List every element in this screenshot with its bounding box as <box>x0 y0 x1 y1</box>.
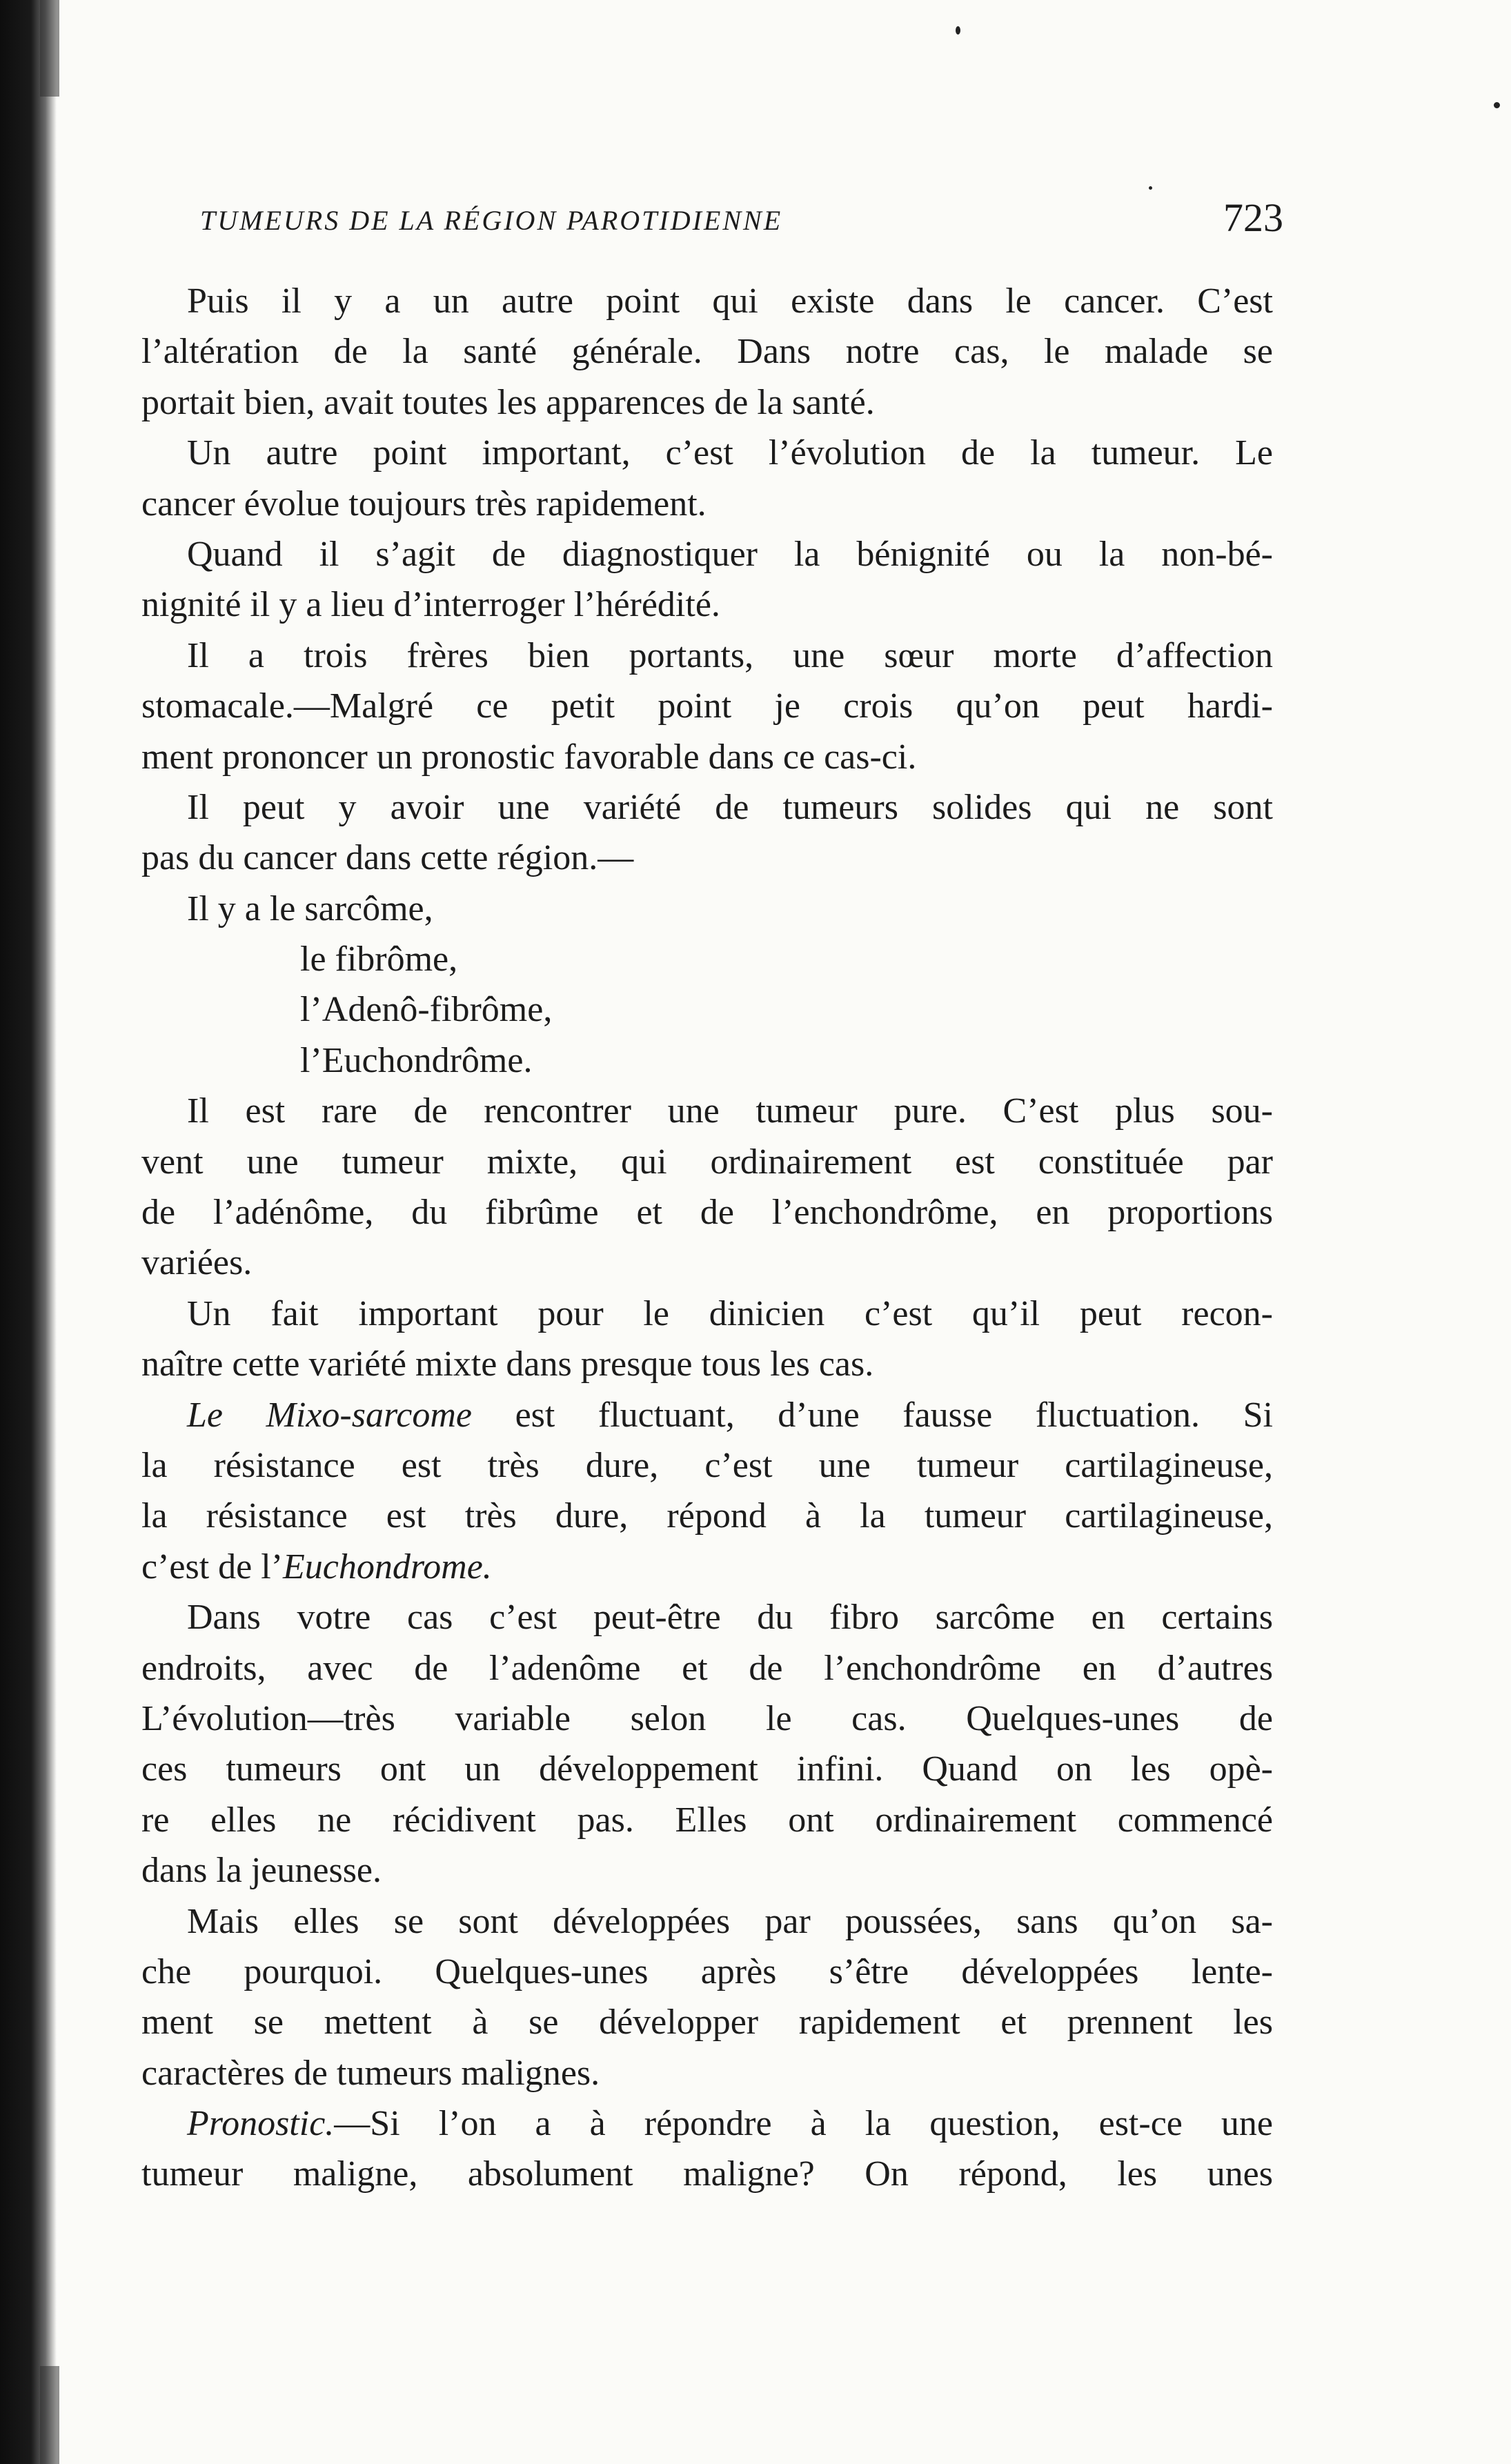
text-segment: Il a trois frères bien portants, une sœur morte d’affection <box>187 635 1273 675</box>
text-line <box>141 782 1273 833</box>
text-segment: Un fait important pour le dinicien c’est qu’il peut recon- <box>187 1293 1273 1333</box>
text-segment: dans la jeunesse. <box>141 1851 382 1891</box>
text-line <box>141 630 1273 681</box>
text-segment: Le Mixo-sarcome <box>187 1395 472 1435</box>
text-segment: ment prononcer un pronostic favorable dans ce cas-ci. <box>141 737 917 777</box>
text-segment: Quand il s’agit de diagnostiquer la bénignité ou la non-bé- <box>187 534 1273 574</box>
scan-speck <box>1149 186 1152 190</box>
text-segment: naître cette variété mixte dans presque tous les cas. <box>141 1344 874 1384</box>
text-line <box>141 1289 1273 1339</box>
text-line <box>141 1795 1273 1845</box>
text-line <box>141 1693 1273 1744</box>
text-line <box>141 1592 1273 1642</box>
text-segment: Un autre point important, c’est l’évolution de la tumeur. Le <box>187 433 1273 473</box>
text-line <box>141 377 1273 428</box>
text-segment: stomacale.—Malgré ce petit point je crois qu’on peut hardi- <box>141 686 1273 726</box>
text-segment: cancer évolue toujours très rapidement. <box>141 484 707 524</box>
text-segment: ces tumeurs ont un développement infini. Quand on les opè- <box>141 1749 1273 1789</box>
text-line <box>141 428 1273 478</box>
text-segment: endroits, avec de l’adenôme et de l’enchondrôme en d’autres <box>141 1648 1273 1688</box>
text-segment: est fluctuant, d’une fausse fluctuation. Si <box>472 1395 1274 1435</box>
text-line <box>141 1390 1273 1440</box>
text-segment: —Si l’on a à répondre à la question, est-ce une <box>334 2104 1273 2144</box>
text-segment: pas du cancer dans cette région.— <box>141 838 634 878</box>
text-line <box>141 2048 1273 2098</box>
text-line <box>141 2098 1273 2149</box>
text-line <box>141 1997 1273 2047</box>
text-segment: nignité il y a lieu d’interroger l’hérédité. <box>141 585 720 625</box>
text-segment: vent une tumeur mixte, qui ordinairement est constituée par <box>141 1142 1273 1182</box>
text-line <box>141 1643 1273 1693</box>
text-line <box>141 1086 1273 1136</box>
text-line <box>141 1491 1273 1541</box>
text-segment: portait bien, avait toutes les apparences de la santé. <box>141 382 875 422</box>
text-line <box>141 1440 1273 1491</box>
text-line <box>141 1187 1273 1238</box>
text-segment: variées. <box>141 1243 253 1283</box>
text-segment: la résistance est très dure, c’est une tumeur cartilagineuse, <box>141 1445 1273 1485</box>
text-segment: Dans votre cas c’est peut-être du fibro sarcôme en certains <box>187 1598 1273 1638</box>
scan-speck <box>1494 102 1500 108</box>
text-segment: Puis il y a un autre point qui existe dans le cancer. C’est <box>187 281 1273 321</box>
text-line <box>141 1339 1273 1389</box>
page-header <box>200 195 1283 250</box>
text-segment: de l’adénôme, du fibrûme et de l’enchondrôme, en proportions <box>141 1193 1273 1233</box>
text-line <box>141 1744 1273 1794</box>
text-line <box>141 1035 1273 1086</box>
text-line <box>141 1947 1273 1997</box>
text-segment: Mais elles se sont développées par poussées, sans qu’on sa- <box>187 1901 1273 1941</box>
text-line <box>141 1896 1273 1947</box>
text-segment: le fibrôme, <box>300 940 458 980</box>
text-segment: re elles ne récidivent pas. Elles ont ordinairement commencé <box>141 1800 1273 1840</box>
binding-shadow <box>40 0 59 97</box>
body-text <box>141 276 1273 2200</box>
binding-shadow <box>40 2366 59 2464</box>
text-line <box>141 984 1273 1035</box>
text-line <box>141 732 1273 782</box>
text-segment: L’évolution—très variable selon le cas. Quelques-unes de <box>141 1698 1273 1738</box>
page-number: 723 <box>1223 195 1283 240</box>
text-line <box>141 479 1273 529</box>
text-line <box>141 884 1273 934</box>
text-segment: l’altération de la santé générale. Dans notre cas, le malade se <box>141 332 1273 372</box>
text-segment: Pronostic. <box>187 2104 335 2144</box>
running-title: TUMEURS DE LA RÉGION PAROTIDIENNE <box>200 205 783 236</box>
text-line <box>141 1238 1273 1288</box>
text-line <box>141 326 1273 377</box>
text-segment: che pourquoi. Quelques-unes après s’être développées lente- <box>141 1951 1273 1991</box>
text-segment: c’est de l’ <box>141 1547 284 1587</box>
text-line <box>141 276 1273 326</box>
page-binding-edge <box>0 0 57 2464</box>
text-segment: l’Adenô-fibrôme, <box>300 990 553 1030</box>
text-segment: ment se mettent à se développer rapidement et prennent les <box>141 2003 1273 2043</box>
text-segment: Il est rare de rencontrer une tumeur pure. C’est plus sou- <box>187 1091 1273 1131</box>
text-line <box>141 1542 1273 1592</box>
text-line <box>141 1137 1273 1187</box>
text-segment: la résistance est très dure, répond à la tumeur cartilagineuse, <box>141 1496 1273 1536</box>
text-line <box>141 579 1273 630</box>
scan-speck <box>956 26 960 34</box>
text-segment: l’Euchondrôme. <box>300 1040 533 1080</box>
text-line <box>141 2149 1273 2199</box>
text-segment: Euchondrome. <box>283 1547 492 1587</box>
text-segment: Il peut y avoir une variété de tumeurs solides qui ne sont <box>187 787 1273 827</box>
text-line <box>141 934 1273 984</box>
text-line <box>141 833 1273 883</box>
text-line <box>141 1845 1273 1896</box>
text-line <box>141 681 1273 731</box>
text-segment: tumeur maligne, absolument maligne? On répond, les unes <box>141 2154 1273 2194</box>
text-segment: Il y a le sarcôme, <box>187 888 433 928</box>
text-line <box>141 529 1273 579</box>
text-segment: caractères de tumeurs malignes. <box>141 2053 600 2093</box>
